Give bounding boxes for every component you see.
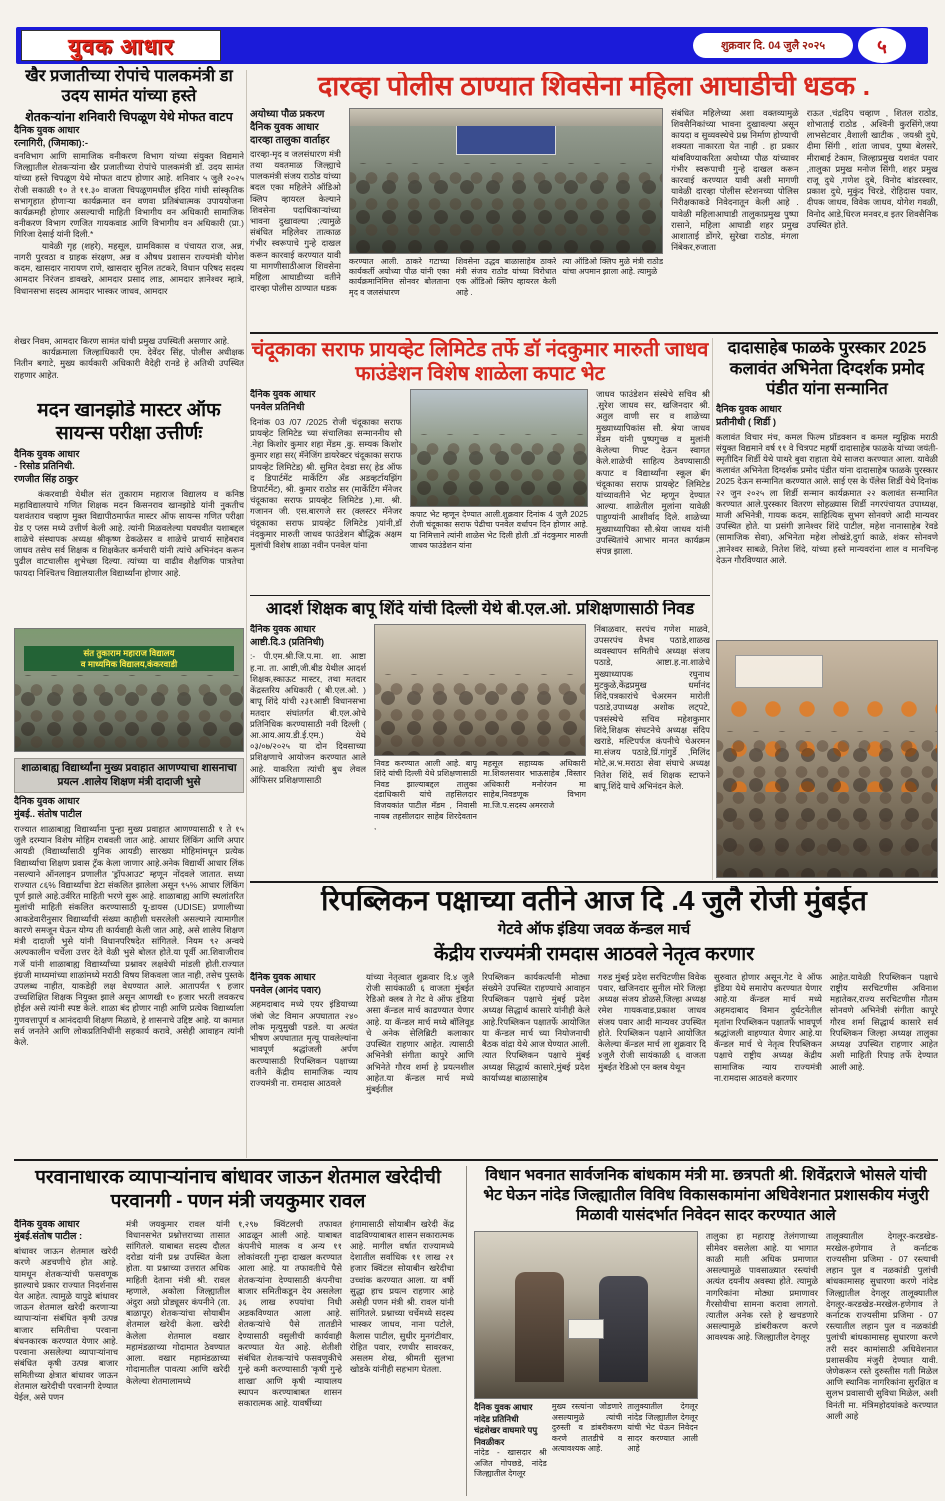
article-darwha-headline: दारव्हा पोलीस ठाण्यात शिवसेना महिला आघाडीची धडक . (317, 72, 871, 101)
article-madan (14, 400, 244, 626)
column-divider-right (712, 338, 713, 880)
article-dadasaheb (716, 338, 938, 636)
article-shala (14, 758, 244, 1156)
article-shala-body: राज्यात शाळाबाह्य विद्यार्थ्यांना पुन्हा मुख्य प्रवाहात आणण्यासाठी १ ते १५ जुलै दरम्यान विशेष मोहिम राबवली जात आहे. आधार लिंकिंग आणि अपार आयडी (विद्यार्थ्यांसाठी युनिक आयडी) सारख्या मोहिमांमधून प्रत्येक विद्यार्थ्याचा शिक्षण प्रवास ट्रॅक केला जाणार आहे.अनेक विद्यार्थी आधार लिंक नसल्याने ऑनलाइन प्रणालीत 'ड्रॉपआउट' म्हणून नोंदवले जातात. सध्या राज्यात ८६% विद्यार्थ्यांचा डेटा संकलित झालेला असून ९५% आधार लिंकिंग पूर्ण झाले आहे.उर्वरित माहिती भरणे सुरू आहे. शाळाबाह्य आणि स्थलांतरित मुलांची माहिती संकलित करण्यासाठी यू-डायस (UDISE) प्रणालीच्या आकडेवारीनुसार विद्यार्थ्यांची संख्या काहीशी घसरलेली असल्याने त्यामागील कारणे समजून घेऊन योग्य ती कार्यवाही केली जात आहे, असे शालेय शिक्षण मंत्री दादाजी भुसे यांनी विधानपरिषदेत सांगितले. नियम ९२ अन्वये अल्पकालीन चर्चेला उत्तर देते वेळी भुसे बोलत होते.या पूर्वी आ.शिवाजीराव गर्जे यांनी शाळाबाह्य विद्यार्थ्यांच्या प्रश्नावर लक्षवेधी मांडली होती.राज्यात इंग्रजी माध्यमांच्या शाळांमध्ये मराठी विषय शिकवला जात नाही, तसेच पुस्तके उपलब्ध नाहीत, याकडेही लक्ष वेधण्यात आले. आतापर्यंत ९ हजार उच्चशिक्षित शिक्षक नियुक्त झाले असून आणखी १० हजार भरती लवकरच होईल असे त्यांनी स्पष्ट केले. शाळा बंद होणार नाही आणि प्रत्येक विद्यार्थ्याला गुणवत्तापूर्ण व आनंददायी शिक्षण मिळावे, हे शासनाचे उद्दिष्ट आहे. या कामात सर्व जनतेने आणि लोकप्रतिनिधींनी सहकार्य करावे, असेही आवाहन त्यांनी केले. (14, 823, 244, 1048)
article-darwha-kicker: अयोध्या पौळ प्रकरण (250, 108, 325, 120)
article-khair-headline: खैर प्रजातीच्या रोपांचे पालकमंत्री डा उदय सामंत यांच्या हस्ते (25, 67, 233, 106)
newspaper-logo (21, 30, 221, 61)
article-darwha (250, 72, 938, 330)
newspaper-logo-text: युवक आधार (68, 33, 174, 59)
article-shala-byline-2: मुंबई.. संतोष पाटील (14, 809, 82, 821)
article-khair-body-4: कार्यक्रमाला जिल्हाधिकारी एम. देवेंदर सिंह, पोलीस अधीक्षक नितीन बगाटे, मुख्य कार्यकारी अधिकारी वैदेही रानडे हे अतिथी उपस्थित राहणार आहेत. (14, 347, 244, 380)
photo-vidhan-bhavan-meeting (474, 1231, 698, 1399)
article-vidhan (474, 1166, 938, 1496)
article-vidhan-cap-byline-2: नांदेड प्रतिनिधी (474, 1413, 519, 1424)
article-adarsh-col-right: निंबाळवार, सरपंच गणेश माळवे, उपसरपंच वैभव पठाडे,शाळख व्यवस्थापन समितीचे अध्यक्ष संजय पठाडे, आष्टा.ह.ना.शाळेचे मुख्याध्यापक रघुनाथ मुटकुळे,केंद्रप्रमुख धर्मानंद शिंदे,पत्रकारांचे चेअरमन मारोती पठाडे,उपाध्यक्ष अशोक लट्पटे, पत्रसंस्थेचे सचिव महेशकुमार शिंदे,शिक्षक संघटनेचे अध्यक्ष संदिप खराडे, मल्टिपर्पज कंपनीचे चेअरमन मा.संजय पठाडे,प्रिं.गांगुर्डे ,मिलिंद मोटे,अ.भ.मराठा सेवा संघाचे अध्यक्ष नितेश शिंदे, सर्व शिक्षक स्टाफने बापू.शिंदे याचे अभिनंदन केले. (594, 623, 710, 791)
photo-roof (350, 109, 662, 126)
photo-dadasaheb-award-ceremony (716, 640, 938, 878)
article-adarsh-col-left: :- पी.एम.श्री.जि.प.मा. शा. आष्टा ह.ना. ता. आष्टी,जी.बीड येथील आदर्श शिक्षक,स्काऊट मास्टर, तथा मतदार केंद्रस्तरिय अधिकारी ( बी.एल.ओ. ) बापू शिंदे यांची २३१आष्टी विधानसभा मतदार संघांतर्गत बी.एल.ओचे प्रतिनिधिक करण्यासाठी नवी दिल्ली ( आ.आय.आय.डी.ई.एम.) येथे ०३/०७/२०२५ या दोन दिवसाच्या प्रशिक्षणाचे आयोजन करण्यात आले आहे. याकरिता त्यांची बुध लेवल ऑफिसर प्रशिक्षणासाठी (250, 651, 366, 785)
article-republican (250, 886, 938, 1158)
article-vidhan-headline: विधान भवनात सार्वजनिक बांधकाम मंत्री मा. छत्रपती श्री. शिवेंद्रराजे भोसले यांची भेट घेऊन नांदेड जिल्ह्यातील विविध विकासकामांना अधिवेशनात प्रशासकीय मंजुरी मिळावी यासंदर्भात निवेदन सादर करण्यात आले (483, 1167, 929, 1225)
article-khair-dateline: रत्नागिरी, (जिमाका):- (14, 138, 89, 150)
article-chandukaka-col-1: दिनांक 03 /07 /2025 रोजी चंदूकाका सराफ प्रायव्हेट लिमिटेड च्या संचालिका सन्माननीय सौ .नेहा किशोर कुमार शहा मेंडम ,कु. सम्यक किशोर कुमार शहा सर( मॅनेजिंग डायरेक्टर चंदूकाका सराफ प्रायव्हेट लिमिटेड) श्री. सुमित देवडा सर( हेड ऑफ द डिपार्टमेंट मार्केटिंग अँड अडव्हर्टायझिंग डिपार्टमेंट), श्री. कुमार राठोड सर (मार्केटिंग मॅनेजर चंदूकाका सराफ प्रायव्हेट लिमिटेड ),मा. श्री. गजानन जी. एस.बारगजे सर (क्लस्टर मॅनेजर चंदूकाका सराफ प्रायव्हेट लिमिटेड )यांनी,डॉ नंदकुमार मारुती जाधव फाउंडेशन बौद्धिक अक्षम मुलांची विशेष शाळा नवीन पनवेल यांना (250, 416, 402, 551)
article-khair-body-2: यावेळी गृह (शहरे), महसूल, ग्रामविकास व पंचायत राज, अन्न, नागरी पुरवठा व ग्राहक संरक्षण, अन्न व औषध प्रशासन राज्यमंत्री योगेश कदम, खासदार नारायण राणे, खासदार सुनिल तटकरे, विधान परिषद सदस्य आमदार निरंजन डावखरे, आमदार प्रसाद लाड, आमदार ज्ञानेश्वर म्हात्रे, विधानसभा सदस्य आमदार भास्कर जाधव, आमदार (14, 240, 244, 296)
photo-person-left (515, 1272, 564, 1382)
masthead-bar (16, 27, 928, 64)
article-madan-byline-3: रणजीत सिंह ठाकुर (14, 474, 79, 486)
article-adarsh-mid-2: महसूल सहाय्यक अधिकारी मा.शिवलसवार भाऊसाहेब ,विस्तार अधिकारी मनोरंजन मा साहेब,निवडणूक विभाग मा.जि.प.सदस्य अमरराजे (483, 758, 586, 810)
column-divider-bottom (466, 1166, 467, 1496)
article-madan-byline-1: दैनिक युवक आधार (14, 448, 80, 460)
article-dadasaheb-body: कलावंत विचार मंच, कमल फिल्म प्रॉडक्शन व कमल म्युझिक मराठी संयुक्त विद्यमाने वर्ष ११ वे चित्रपट महर्षी दादासाहेब फाळके यांच्या जयंती- स्मृतीदिन शिर्डी येथे पाथरे बुवा राहाता येथे साजरा करण्यात आला. यावेळी कलावंत अभिनेता दिग्दर्शक प्रमोद पंडीत यांना दादासाहेब फाळके पुरस्कार 2025 देऊन सन्मानित करण्यात आले. साई एस के पॅलेस शिर्डी येथे दिनांक २२ जुन २०२५ ला शिर्डी सन्मान कार्यक्रमात २२ कलावंत सन्मानित करण्यात आले.पुरस्कार वितरण सोहळ्यास शिर्डी नगरपंचायत उपाध्यक्ष, माजी अभिनेत्री, गायक कदम, साहित्यिक सुभग सोनवणे आदी मान्यवर उपस्थित होते. या प्रसंगी ज्ञानेश्वर शिंदे पाटील, महेश नानासाहेब रेवडे (सामाजिक सेवा), अभिनेता महेश लोखंडे,दुर्गा काळे, शंकर सोनवणे ,ज्ञानेश्वर साबळे, नितेश शिंदे, यांच्या हस्ते मान्यवरांना शाल व मानचिन्ह देऊन गौरविण्यात आले. (716, 431, 938, 565)
date-box (693, 33, 853, 58)
article-republican-col-4: गरुड मुंबई प्रदेश सरचिटणीस विवेक पवार, खजिनदार सुनील मोरे जिल्हा अध्यक्ष संजय डोळसे,जिल्हा अध्यक्ष रमेश गायकवाड,प्रकाश जाधव संजय पवार आदी मान्यवर उपस्थित होते. रिपब्लिकन पक्षाने आयोजित केलेल्या कॅन्डल मार्च ला शुक्रवार दि ४जुलै रोजी सायंकाळी ६ वाजता मुंबईत रेडिओ एन क्लब येथून (598, 971, 706, 1072)
article-adarsh-byline-2: आष्टी.दि.3 (प्रतिनिधी) (250, 636, 325, 648)
article-republican-subhead-2: केंद्रीय राज्यमंत्री रामदास आठवले नेतृत्व करणार (434, 943, 754, 965)
article-panan-byline-1: दैनिक युवक आधार (14, 1218, 80, 1230)
article-shala-header: शाळाबाह्य विद्यार्थ्यांना मुख्य प्रवाहात आणण्याचा शासनाचा प्रयत्न .शालेय शिक्षण मंत्री दादाजी भुसे (14, 758, 244, 793)
article-khair-subhead: शेतकऱ्यांना शनिवारी चिपळूण येथे मोफत वाटप (25, 110, 233, 125)
photo-madan-school-group (14, 628, 244, 752)
photo-madan-banner-line-2: व माध्यमिक विद्यालय,कंकरवाडी (80, 658, 178, 669)
article-shala-byline-1: दैनिक युवक आधार (14, 796, 80, 808)
article-vidhan-col-2: तालूक्यातील देगलूर-करडखेड-मरखेल-हणेगाव ते कर्नाटक राज्यसीमा प्रजिमा - 07 रस्त्याची लहान पुल व नळकांडी पुलांची बांधकामासह सुधारणा करणे नांदेड जिल्ह्यातील देगलूर तालूक्यातील देगलूर-करडखेड-मरखेल-हणेगाव ते कर्नाटक राज्यसीमा प्रजिमा - 07 रस्त्यातील लहान पुल व नळकांडी पुलांची बांधकामासह सुधारणा करणे तरी सदर कामांसाठी अधिवेशनात प्रशासकीय मंजुरी देण्यात यावी. जेणेकरून रस्ते दुरुस्तीस गती मिळेल आणि स्थानिक नागरिकांना सुरक्षित व सुलभ प्रवासाची सुविधा मिळेल, अशी विनंती मा. मंत्रिमहोदयांकडे करण्यात आली आहे (826, 1231, 938, 1421)
article-chandukaka-byline-2: पनवेल प्रतिनिधी (250, 401, 305, 413)
article-adarsh-headline: आदर्श शिक्षक बापू शिंदे यांची दिल्ली येथे बी.एल.ओ. प्रशिक्षणासाठी निवड (265, 600, 695, 618)
photo-madan-banner (24, 646, 234, 671)
article-vidhan-caption-2: मुख्य रस्त्यांना जोडणारे असल्यामुळे त्यांची दुरुस्ती व डांबरीकरण करणे तातडीचे व अत्यावश्यक आहे. (551, 1402, 623, 1453)
article-republican-col-3: रिपब्लिकन कार्यकर्त्यांनी मोठ्या संख्येने उपस्थित राहण्याचे आवाहन रिपब्लिकन पक्षाचे मुंबई प्रदेश अध्यक्ष सिद्धार्थ कासारे यांनीही केले आहे.रिपब्लिकन पक्षातर्फे आयोजित या कॅन्डल मार्च च्या नियोजनाची बैठक वांद्रा येथे आज घेण्यात आली. त्यात रिपब्लिकन पक्षाचे मुंबई अध्यक्ष सिद्धार्थ कासारे,मुंबई प्रदेश कार्याध्यक्ष बाळासाहेब (482, 971, 590, 1083)
article-republican-byline-1: दैनिक युवक आधार (250, 971, 316, 983)
article-darwha-byline: दैनिक युवक आधार (250, 121, 319, 133)
article-republican-headline: रिपब्लिकन पक्षाच्या वतीने आज दि .4 जुलै रोजी मुंबईत (321, 886, 867, 916)
article-panan-col-4: हंगामासाठी सोयाबीन खरेदी केंद्र वाढविण्याबाबत शासन सकारात्मक आहे. मागील वर्षात राज्यामध्ये देशातील सर्वाधिक ११ लाख २१ हजार क्विंटल सोयाबीन खरेदीचा उच्चांक करण्यात आला. या वर्षी सुद्धा हाच प्रयत्न राहणार आहे असेही पणन मंत्री श्री. रावल यांनी सांगितले. प्रश्नाच्या चर्चेमध्ये सदस्य भास्कर जाधव, नाना पटोले, कैलास पाटील, सुधीर मुनगंटीवार, रोहित पवार, रणधीर सावरकर, असलम शेख, श्रीमती सुलभा खोडके यांनीही सहभाग घेतला. (350, 1218, 454, 1375)
article-panan-col-2: मंत्री जयकुमार रावल यांनी विधानसभेत प्रश्नोत्तराच्या तासात सांगितले. याबाबत सदस्य दौलत दरोडा यांनी प्रश्न उपस्थित केला होता. या प्रश्नाच्या उत्तरात अधिक माहिती देताना मंत्री श्री. रावल म्हणाले, अकोला जिल्ह्यातील अंदुरा अग्रो प्रोड्यूसर कंपनीने (ता. बाळापूर) शेतकऱ्यांचा सोयाबीन शेतमाल खरेदी केला. खरेदी केलेला शेतमाल वखार महामंडळाच्या गोदामात ठेवण्यात आला. वखार महामंडळाच्या गोदामातील पावत्या आणि खरेदी केलेल्या शेतमालामध्ये (126, 1218, 230, 1386)
column-divider-left (246, 70, 247, 1158)
section-rule-adarsh (250, 595, 710, 596)
photo-memorandum-paper (568, 1319, 604, 1339)
article-darwha-caption-2: शिवसेना उद्धव बाळासाहेब ठाकरे मंत्री संजय राठोड यांच्या विरोधात एक ऑडिओ क्लिप व्हायरल केली आहे . (455, 256, 557, 297)
article-darwha-dateline: दारव्हा तालुका वार्ताहर (250, 134, 330, 146)
article-republican-subhead-1: गेटवे ऑफ इंडिया जवळ कॅन्डल मार्च (497, 920, 691, 938)
page-number: ५ (877, 36, 887, 58)
article-khair-body-1: वनविभाग आणि सामाजिक वनीकरण विभाग यांच्या संयुक्त विद्यमाने जिल्ह्यातील शेतकऱ्यांना खैर प्रजातीच्या रोपांचे पालकमंत्री डॉ. उदय सामंत यांच्या हस्ते चिपळूण येथे मोफत वाटप होणार आहे. शनिवार ५ जुलै २०२५ रोजी सकाळी १० ते ११.३० वाजता चिपळूणमधील इंदिरा गांधी सांस्कृतिक सभागृहात होणाऱ्या कार्यक्रमात वन वणवा प्रतिबंधात्मक उपाययोजना कार्यक्रमही होणार असल्याची माहिती विभागीय वन अधिकारी सामाजिक वनीकरण विभाग रणजित गायकवाड आणि विभागीय वन अधिकारी (प्रा.) गिरिजा देसाई यांनी दिली.* (14, 150, 244, 240)
photo-dadasaheb-banner (735, 655, 823, 688)
photo-chandukaka-visit (410, 389, 588, 507)
article-madan-body: कंकरवाडी येथील संत तुकाराम महाराज विद्यालय व कनिष्ठ महाविद्यालयाचे गणित शिक्षक मदन किसनराव खानझोडे यांनी नुकतीच यशवंतराव चव्हाण मुक्त विद्यापीठमार्फत मास्टर ऑफ सायन्स गणित परीक्षा ग्रेड ए प्लस मध्ये उत्तीर्ण केली आहे. त्यांनी मिळवलेल्या घवघवीत यशाबद्दल शाळेचे संस्थापक अध्यक्ष श्रीकृष्ण ढेकळेसर व शाळेचे प्राचार्य साहेबराव जाधव तसेच सर्व शिक्षक व शिक्षकेतर कर्मचारी यांनी त्यांचे अभिनंदन करून पुढील वाटचालीस शुभेच्छा दिल्या. त्यांच्या या वाढीव शैक्षणिक पात्रतेचा फायदा निश्चितच विद्यालयातील विद्यार्थ्यांना होणार आहे. (14, 489, 244, 578)
article-dadasaheb-byline-2: प्रतीनीधी ( शिर्डी ) (716, 416, 777, 428)
police-station-signboard (456, 123, 556, 155)
photo-darwha-police-station (349, 108, 663, 254)
page-number-badge (858, 28, 906, 63)
article-vidhan-cap-byline-1: दैनिक युवक आधार (474, 1402, 533, 1413)
photo-adarsh-teachers-group (374, 624, 586, 756)
article-khair-continuation (14, 336, 244, 398)
section-rule-bottom (14, 1159, 938, 1161)
article-madan-headline: मदन खानझोडे मास्टर ऑफ सायन्स परीक्षा उत्तीर्णः (37, 400, 221, 444)
article-adarsh (250, 600, 710, 878)
section-rule-republican (250, 881, 938, 883)
article-vidhan-col-1: तालुका हा महाराष्ट्र तेलंगणाच्या सीमेवर वसलेला आहे. या भागात काळी माती अधिक प्रमाणात असल्यामुळे पावसाळ्यात रस्त्यांची अत्यंत दयनीय अवस्था होते. त्यामुळे नागरिकांना मोठ्या प्रमाणावर गैरसोयीचा सामना करावा लागतो. त्यातील अनेक रस्ते हे खचडणारे असल्यामुळे डांबरीकरण करणे आवश्यक आहे. जिल्ह्यातील देगलूर (706, 1231, 818, 1343)
article-darwha-col-a: दारव्हा-मृद व जलसंधारण मंत्री तथा यवतमाळ जिल्ह्याचे पालकमंत्री संजय राठोड यांच्या बदल एका महिलेने ऑडिओ क्लिप व्हायरल केल्याने शिवसेना पदाधिकाऱ्यांच्या भावना दुखावल्या ;त्यामुळे संबंधित महिलेवर तात्काळ गंभीर स्वरूपाचे गुन्हे दाखल करून कारवाई करण्यात यावी या मागणीसाठीआज शिवसेना महिला आघाडीच्या वतीने दारव्हा पोलीस ठाण्यात धडक (250, 148, 341, 294)
article-darwha-caption-3: त्या ऑडिओ क्लिप मुळे मंत्री राठोड यांचा अपमान झाला आहे. त्यामुळे (562, 256, 664, 277)
article-republican-col-6: आहेत.यावेळी रिपब्लिकन पक्षाचे राष्ट्रीय सरचिटणीस अविनाश महातेकर,राज्य सरचिटणीस गौतम सोनवणे अभिनेत्री संगीता कापूरे गौरव शर्मा सिद्धार्थ कासारे सर्व रिपब्लिकन जिल्हा अध्यक्ष तालुका अध्यक्ष उपस्थित राहणार आहेत अशी माहिती रिपाइ तर्फे देण्यात आली आहे. (830, 971, 938, 1072)
section-rule-top (250, 332, 938, 334)
article-khair (14, 66, 244, 332)
photo-madan-banner-line-1: संत तुकाराम महाराज विद्यालय (83, 648, 175, 659)
article-adarsh-byline-1: दैनिक युवक आधार (250, 623, 316, 635)
article-vidhan-cap-byline-3: चंद्रशेखर वाघमारे पपु निवळीकर (474, 1425, 538, 1447)
article-panan (14, 1166, 462, 1496)
article-republican-col-1: अहमदाबाद मध्ये एयर इंडियाच्या जंबो जेट विमान अपघातात २४० लोक मृत्युमुखी पडले. या अत्यंत भीषण अपघातात मृत्यू पावलेल्यांना भावपूर्ण श्रद्धांजली अर्पण करण्यासाठी रिपब्लिकन पक्षाच्या वतीने केंद्रीय सामाजिक न्याय राज्यमंत्री ना. रामदास आठवले (250, 999, 358, 1088)
article-khair-body-3: शेखर निवम, आमदार किरण सामंत यांची प्रमुख उपस्थिती असणार आहे. (14, 336, 230, 346)
article-darwha-caption-1: करण्यात आली. ठाकरे गटाच्या कार्यकर्ती अयोध्या पौळ यांनी एका कार्यक्रमानिमित्त सोनवर बोलताना मृद व जलसंधारण (348, 256, 450, 297)
article-darwha-col-b: संबंधित महिलेच्या अशा वक्तव्यामुळे शिवसैनिकांच्या भावना दुखावल्या असून कायदा व सुव्यवस्थेचे प्रश्न निर्माण होण्याची शक्यता नाकारता येत नाही . हा प्रकार थांबविण्याकरिता अयोध्या पौळ यांच्यावर गंभीर स्वरूपाची गुन्हे दाखल करून कारवाई करण्यात यावी अशी मागणी यावेळी दारव्हा पोलीस स्टेशनच्या पोलिस निरीक्षकाकडे निवेदनातून केली आहे . यावेळी महिलाआघाडी तालुकाप्रमुख पुष्पा रासाने, महिला आघाडी शहर प्रमुख आशाताई डोंगरे, सुरेखा राठोड, मंगला निंबेकर,रुजाता (671, 107, 799, 253)
article-dadasaheb-byline-1: दैनिक युवक आधार (716, 403, 782, 415)
article-chandukaka (250, 338, 710, 593)
article-adarsh-mid-1: निवड करण्यात आली आहे. बापू शिंदे यांची दिल्ली येथे प्रशिक्षणासाठी निवड झाल्याबद्दल तालुका दंडाधिकारी यांचे तहसिलदार विजयकांत पाटील मॅडम , निवासी नायब तहसीलदार साहेब शिरदेवतान , (374, 758, 477, 832)
article-republican-col-2: यांच्या नेतृत्वात शुक्रवार दि.४ जुलै रोजी सायंकाळी ६ वाजता मुंबईत रेडिओ क्लब ते गेट वे ऑफ इंडिया असा कॅन्डल मार्च काढण्यात येणार आहे. या कॅन्डल मार्च मध्ये बॉलिवूड चे अनेक सेलिब्रिटी कलाकार उपस्थित राहणार आहेत. त्यासाठी अभिनेत्री संगीता कापुरे आणि अभिनेते गौरव शर्मा हे प्रयत्नशील आहेत.या कॅन्डल मार्च मध्ये मुंबईतील (366, 971, 474, 1094)
article-chandukaka-col-3: जाधव फाउंडेशन संस्थेचे सचिव श्री ,सुरेश जाधव सर, खजिनदार श्री. अतुल वाणी सर व शाळेच्या मुख्याध्यापिकांस सौ. श्रेया जाधव मेंडम यांनी पुष्पगुच्छ व मुलांनी केलेल्या गिफ्ट देऊन स्वागत केले.शाळेची साहित्य ठेवण्यासाठी कपाट व विद्यार्थ्यांना स्कूल बॅग चंदूकाका सराफ प्रायव्हेट लिमिटेड यांच्यावतीने भेट म्हणून देण्यात आल्या. शाळेतील मुलांना यावेळी पाहुण्यांनी आशीर्वाद दिले. शाळेच्या मुख्याध्यापिका सौ.श्रेया जाधव यांनी उपस्थितांचे आभार मानत कार्यक्रम संपन्न झाला. (596, 389, 710, 557)
article-republican-byline-2: पनवेल (आनंद पवार) (250, 984, 322, 996)
article-madan-byline-2: - रिसोड प्रतिनिधी. (14, 461, 75, 473)
article-khair-byline: दैनिक युवक आधार (14, 125, 80, 137)
photo-person-right (599, 1276, 648, 1382)
article-chandukaka-photo-caption: कपाट भेट म्हणून देण्यात आली.शुक्रवार दिनांक 4 जुलै 2025 रोजी चंदूकाका सराफ पेढीचा पनवेल वर्धापन दिन होणार आहे. या निमित्ताने त्यांनी शाळेस भेट दिली होती .डॉ नंदकुमार मारुती जाधव फाउंडेशन यांना (410, 510, 588, 551)
article-vidhan-caption-1: नांदेड - खासदार श्री अजित गोपछडे, नांदेड जिल्ह्यातील देगलूर (474, 1448, 547, 1479)
article-panan-byline-2: मुंबई.संतोष पाटील : (14, 1231, 83, 1243)
article-panan-col-1: बांधावर जाऊन शेतमाल खरेदी करणे अडचणीचे होत आहे. यामधून शेतकऱ्यांची फसवणूक झाल्याचे प्रकार राज्यात निदर्शनास येत आहेत. त्यामुळे यापुढे बांधावर जाऊन शेतमाल खरेदी करणाऱ्या व्यापाऱ्यांना संबंधित कृषी उत्पन्न बाजार समितीचा परवाना बंधनकारक करण्यात येणार आहे. परवाना असलेल्या व्यापाऱ्यांनाच संबंधित कृषी उत्पन्न बाजार समितीच्या क्षेत्रात बांधावर जाऊन शेतमाल खरेदीची परवानगी देण्यात येईल, असे पणन (14, 1246, 118, 1402)
article-darwha-col-c: राऊत ,चंद्रदिप चव्हाण , शितल राठोड, शोभाताई राठोड , अश्विनी कुरसिंगे,जया लाभसेटवार ,वैशाली खाटीक , जयश्री दुधे, दीमा सिंगी , शांता जाधव, पुष्पा बेलसरे, मीराबाई टेकाम, जिल्हाप्रमुख यशवंत पवार ,तालुका प्रमुख मनोज सिंगी, शहर प्रमुख राजू दुधे ,गणेश दुबे, विनोद बांडरस्वार, प्रकाश दुधे, मुकुंद चिरडे, रोहिदास पवार, दीपक जाधव, विवेक जाधव, योगेश गवळी, विनोद आडे,धिरज मनवर,व इतर शिवसैनिक उपस्थित होते. (806, 107, 938, 230)
article-panan-headline: परवानाधारक व्यापाऱ्यांनाच बांधावर जाऊन शेतमाल खरेदीची परवानगी - पणन मंत्री जयकुमार रावल (35, 1167, 441, 1212)
article-chandukaka-byline-1: दैनिक युवक आधार (250, 389, 316, 400)
article-panan-col-3: १,२९७ क्विंटलची तफावत आढळून आली आहे. याबाबत कंपनीचे मालक व अन्य ११ लोकांवरती गुन्हा दाखल करण्यात आला आहे. या तफावतीचे पैसे शेतकऱ्यांना देण्यासाठी कंपनीचा बाजार समितीकडून देय असलेला ३६ लाख रुपयांचा निधी अडकविण्यात आला आहे. शेतकऱ्यांचे पैसे तातडीने देण्यासाठी वसुलीची कार्यवाही करण्यात येत आहे. शेतीशी संबंधित शेतकऱ्यांचे फसवणुकीचे गुन्हे कमी करण्यासाठी 'कृषी गुन्हे शाखा' आणि कृषी न्यायालय स्थापन करण्याबाबत शासन सकारात्मक आहे. यावर्षीच्या (238, 1218, 342, 1408)
article-vidhan-caption-3: तालुक्यातील देगलूर नांदेड जिल्ह्यातील देगलूर यांची भेट घेऊन निवेदन सादर करण्यात आली आहे (627, 1402, 698, 1453)
article-dadasaheb-headline: दादासाहेब फाळके पुरस्कार 2025 कलावंत अभिनेता दिग्दर्शक प्रमोद पंडीत यांना सन्मानित (727, 339, 927, 399)
article-chandukaka-headline: चंदूकाका सराफ प्रायव्हेट लिमिटेड तर्फे डॉ नंदकुमार मारुती जाधव फाउंडेशन विशेष शाळेला कपाट भेट (251, 339, 709, 385)
edition-date: शुक्रवार दि. 04 जुलै २०२५ (720, 40, 826, 52)
article-republican-col-5: सुरुवात होणार असून.गेट वे ऑफ इंडिया येथे समारोप करण्यात येणार आहे.या कॅन्डल मार्च मध्ये अहमदाबाद विमान दुर्घटनेतील मृतांना रिपब्लिकन पक्षातर्फे भावपूर्ण श्रद्धांजली वाहण्यात येणार आहे.या कॅन्डल मार्च चे नेतृत्व रिपब्लिकन पक्षाचे राष्ट्रीय अध्यक्ष केंद्रीय सामाजिक न्याय राज्यमंत्री ना.रामदास आठवले करणार (714, 971, 822, 1083)
